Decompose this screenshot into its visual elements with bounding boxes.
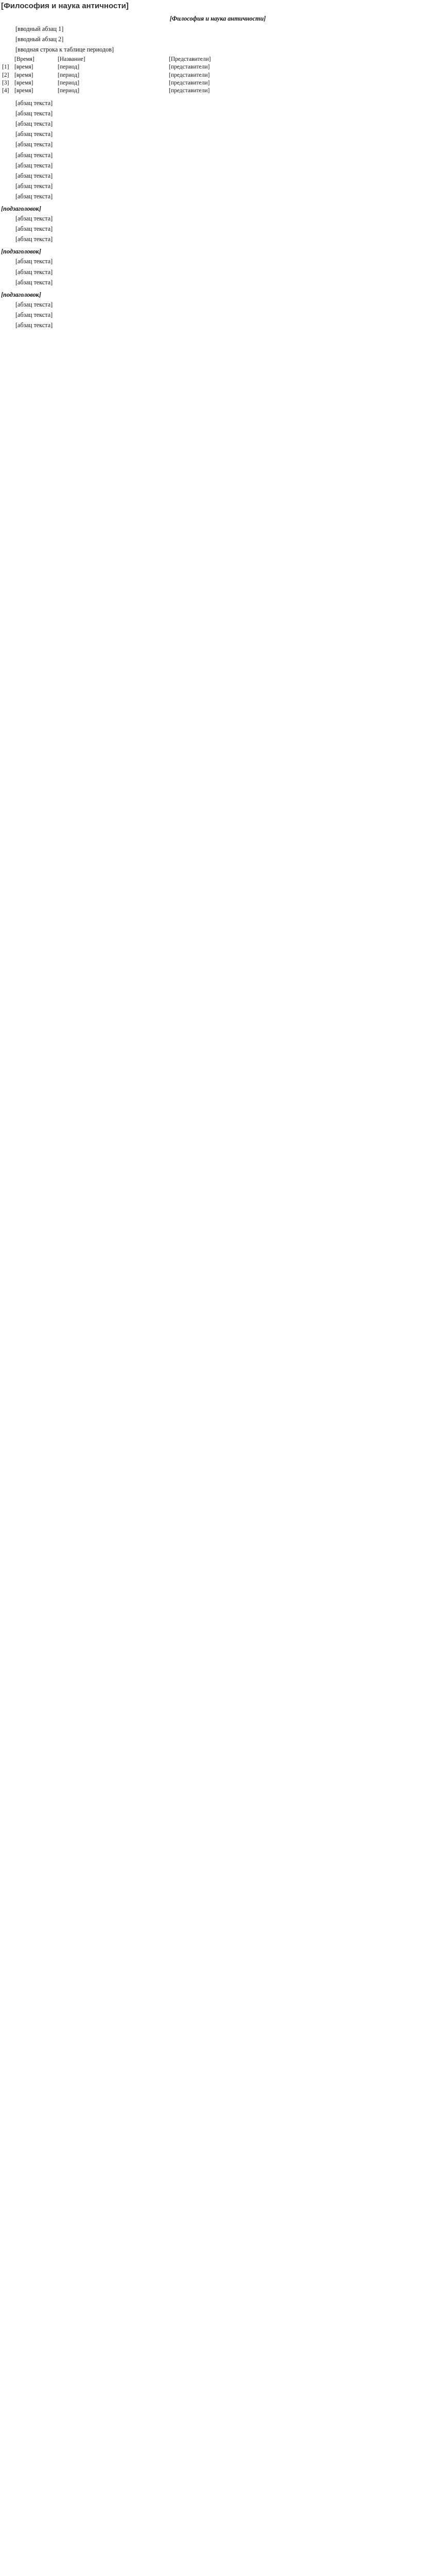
periods-row [2,63,214,71]
period-time: [время] [14,87,33,94]
later-section [1,291,434,329]
period-representatives: [представители] [169,87,210,94]
body-paragraph: [абзац текста] [15,321,53,329]
period-name: [период] [58,64,80,71]
period-name: [период] [58,72,80,78]
period-name: [период] [58,87,80,94]
body-paragraph: [абзац текста] [15,311,53,318]
periods-row [2,87,214,95]
period-name: [период] [58,79,80,86]
subsection-heading: [подзаголовок] [1,291,41,298]
intro-paragraph: [вводный абзац 2] [15,35,64,43]
body-paragraph: [абзац текста] [15,278,53,286]
period-representatives: [представители] [169,79,210,86]
document-title: [Философия и наука античности] [1,2,129,10]
body-paragraph: [абзац текста] [15,182,53,190]
body-paragraph: [абзац текста] [15,268,53,276]
body-paragraph: [абзац текста] [15,225,53,233]
periods-header-num [2,56,14,63]
body-paragraph: [абзац текста] [15,130,53,138]
periods-header-representatives: [Представители] [169,56,211,63]
periods-intro: [вводная строка к таблице периодов] [15,46,114,54]
period-number: [2] [2,72,9,78]
periods-row [2,79,214,87]
body-paragraph: [абзац текста] [15,172,53,179]
body-paragraph: [абзац текста] [15,192,53,200]
periods-header-time: [Время] [14,56,34,63]
body-paragraph: [абзац текста] [15,235,53,243]
section-heading: [Философия и наука античности] [169,14,266,22]
period-representatives: [представители] [169,64,210,71]
intro-block [1,25,434,43]
periods-table [2,56,214,95]
body-paragraph: [абзац текста] [15,161,53,169]
subsection-heading: [подзаголовок] [1,248,41,256]
periods-row [2,72,214,79]
body-paragraph: [абзац текста] [15,151,53,159]
body-paragraph: [абзац текста] [15,99,53,107]
intro-paragraph: [вводный абзац 1] [15,25,64,32]
body-paragraph: [абзац текста] [15,215,53,223]
periods-header-period: [Название] [58,56,85,63]
subsection-heading: [подзаголовок] [1,205,41,212]
periods-header-row [2,56,214,63]
period-number: [3] [2,79,9,86]
body-text [1,99,434,200]
body-paragraph: [абзац текста] [15,300,53,308]
period-representatives: [представители] [169,72,210,78]
period-number: [1] [2,64,9,71]
body-paragraph: [абзац текста] [15,120,53,128]
period-number: [4] [2,87,9,94]
body-paragraph: [абзац текста] [15,258,53,265]
period-time: [время] [14,79,33,86]
later-section [1,247,434,286]
document-content [0,0,436,329]
period-time: [время] [14,64,33,71]
period-time: [время] [14,72,33,78]
body-paragraph: [абзац текста] [15,141,53,148]
body-paragraph: [абзац текста] [15,110,53,117]
later-section [1,205,434,243]
